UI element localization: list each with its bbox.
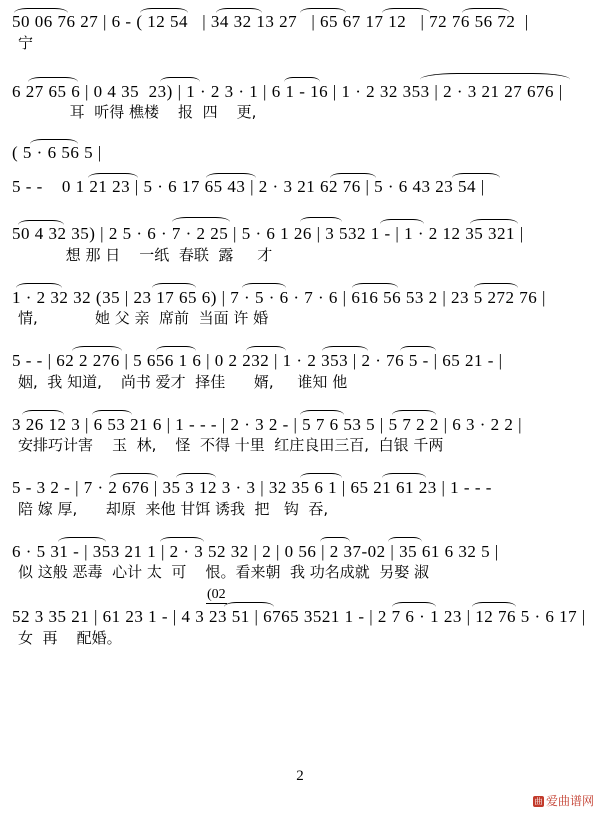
- notation-row: 3 26 12 3 | 6 53 21 6 | 1 - - - | 2 · 3 2 - | 5 7 6 53 5 | 5 7 2 2 | 6 3 · 2 2 |: [12, 414, 523, 434]
- sheet-music-page: [0, 12, 600, 813]
- notation-row: 5 - 3 2 - | 7 · 2 676 | 35 3 12 3 · 3 | 32 35 6 1 | 65 21 61 23 | 1 - - -: [12, 478, 492, 498]
- lyrics-row: 想 那 日 一纸 春联 露 才: [18, 245, 273, 264]
- music-system: [0, 224, 600, 264]
- notation-row: 6 · 5 31 - | 353 21 1 | 2 · 3 52 32 | 2 | 0 56 | 2 37-02 | 35 61 6 32 5 |: [12, 541, 499, 561]
- notation-row: 5 - - | 62 2 276 | 5 656 1 6 | 0 2 232 | 1 · 2 353 | 2 · 76 5 - | 65 21 - |: [12, 351, 503, 371]
- notation-row: 50 4 32 35) | 2 5 · 6 · 7 · 2 25 | 5 · 6 1 26 | 3 532 1 - | 1 · 2 12 35 321 |: [12, 224, 524, 244]
- lyrics-row: 陪 嫁 厚, 却原 来他 甘饵 诱我 把 钩 吞,: [18, 499, 329, 518]
- lyrics-row: 女 再 配婚。: [18, 629, 122, 648]
- notation-row: 50 06 76 27 | 6 - ( 12 54 | 34 32 13 27 | 65 67 17 12 | 72 76 56 72 |: [12, 12, 529, 31]
- system-11: [0, 587, 600, 648]
- notation-row: 5 - - 0 1 21 23 | 5 · 6 17 65 43 | 2 · 3 21 62 76 | 5 · 6 43 23 54 |: [12, 176, 485, 196]
- music-system: [0, 478, 600, 518]
- lyrics-row: 宁: [18, 33, 34, 52]
- music-system: [0, 288, 600, 328]
- system-7: [0, 351, 600, 391]
- lyrics-row: 安排巧计害 玉 林, 怪 不得 十里 红庄良田三百, 白银 千两: [18, 436, 444, 455]
- system-2: [0, 82, 600, 122]
- lyrics-row: 耳 听得 樵楼 报 四 更,: [22, 103, 257, 122]
- system-5: [0, 224, 600, 264]
- system-6: [0, 288, 600, 328]
- music-system: [0, 143, 600, 163]
- notation-row: 6 27 65 6 | 0 4 35 23) | 1 · 2 3 · 1 | 6 1 - 16 | 1 · 2 32 353 | 2 · 3 21 27 676 |: [12, 81, 563, 101]
- music-system: [0, 542, 600, 582]
- music-system: [0, 587, 600, 648]
- lyrics-row: 姻, 我 知道, 尚书 爱才 择佳 婿, 谁知 他: [18, 372, 348, 391]
- watermark-badge-icon: 曲: [534, 797, 543, 806]
- notation-row: 52 3 35 21 | 61 23 1 - | 4 3 23 51 | 6765 3521 1 - | 2 7 6 · 1 23 | 12 76 5 · 6 17 |: [12, 607, 586, 627]
- music-system: [0, 415, 600, 455]
- music-system: [0, 82, 600, 122]
- system-9: [0, 478, 600, 518]
- annotation-repeat-marker: (02: [207, 587, 226, 603]
- system-4: [0, 177, 600, 197]
- lyrics-row: 情, 她 父 亲 席前 当面 许 婚: [18, 309, 269, 328]
- page-number: 2: [296, 768, 304, 784]
- notation-row: ( 5 · 6 56 5 |: [12, 143, 102, 163]
- music-system: [0, 177, 600, 197]
- lyrics-row: 似 这般 恶毒 心计 太 可 恨。看来朝 我 功名成就 另娶 淑: [18, 563, 430, 582]
- music-system: [0, 12, 600, 52]
- watermark-text: 爱曲谱网: [545, 794, 594, 808]
- system-3: [0, 143, 600, 163]
- music-system: [0, 351, 600, 391]
- system-8: [0, 415, 600, 455]
- system-1: [0, 12, 600, 52]
- notation-row: 1 · 2 32 32 (35 | 23 17 65 6) | 7 · 5 · 6 · 7 · 6 | 616 56 53 2 | 23 5 272 76 |: [12, 287, 546, 307]
- system-10: [0, 542, 600, 582]
